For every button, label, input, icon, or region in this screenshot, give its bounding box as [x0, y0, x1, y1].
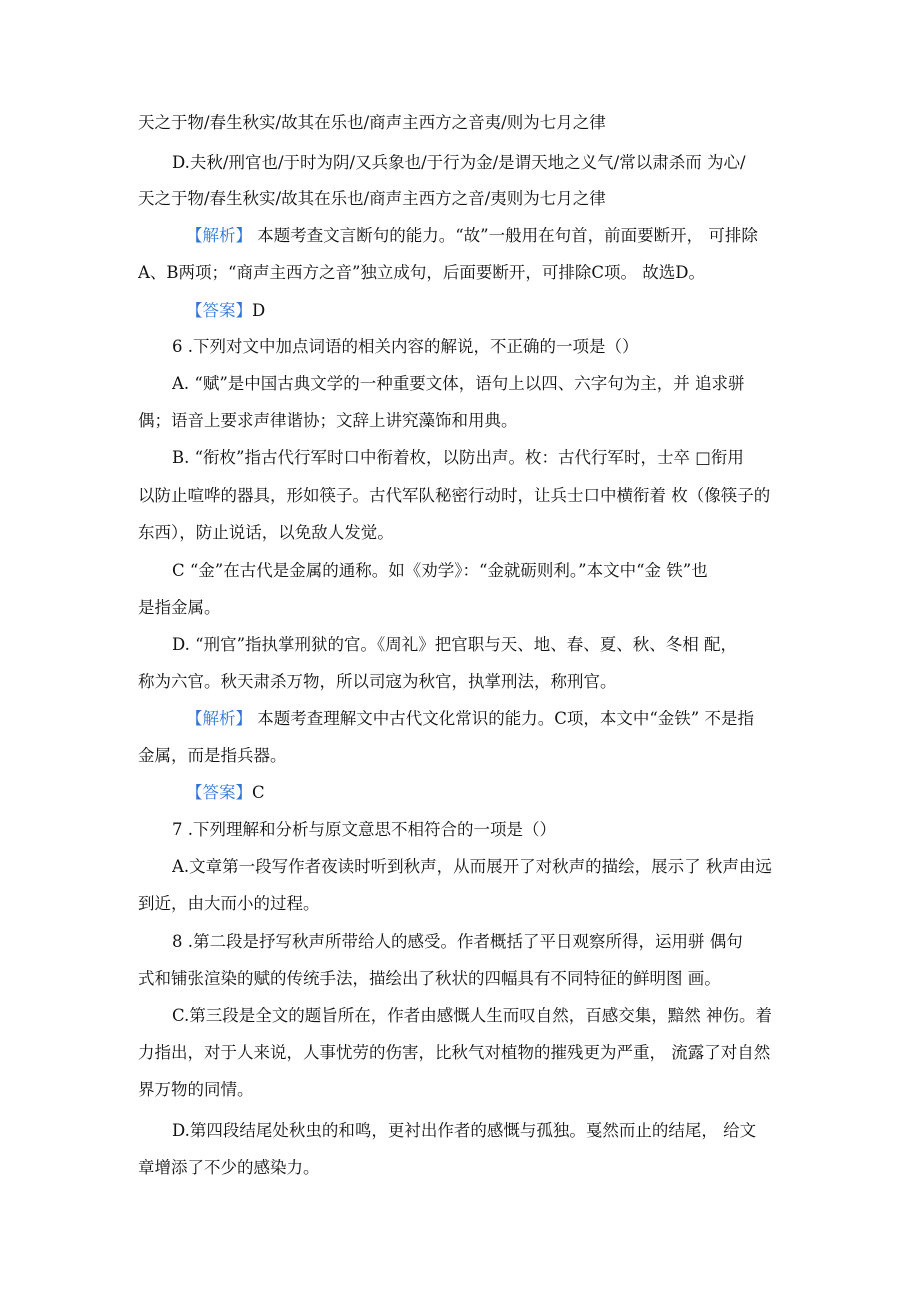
q6-stem: 6 .下列对文中加点词语的相关内容的解说，不正确的一项是（） [172, 337, 639, 356]
answer-tag: 【答案】 [186, 301, 252, 320]
q7-option-a-line-1: A.文章第一段写作者夜读时听到秋声，从而展开了对秋声的描绘，展示了 秋声由远 [172, 857, 772, 876]
q6-option-d-line-2: 称为六官。秋天肃杀万物，所以司寇为秋官，执掌刑法，称刑官。 [138, 672, 617, 691]
analysis-tag: 【解析】 [186, 709, 252, 728]
analysis-tag: 【解析】 [186, 226, 252, 245]
q7-option-b-line-2: 式和铺张渲染的赋的传统手法，描绘出了秋状的四幅具有不同特征的鲜明图 画。 [138, 969, 721, 988]
q5-analysis-line-1 [186, 225, 798, 247]
q7-option-d-line-2: 章增添了不少的感染力。 [138, 1158, 320, 1177]
q7-stem: 7 .下列理解和分析与原文意思不相符合的一项是（） [172, 820, 556, 839]
q5-analysis-line-2: A、B两项；“商声主西方之音”独立成句，后面要断开，可排除C项。 故选D。 [138, 263, 706, 282]
answer-value: C [252, 783, 265, 802]
q6-option-c-line-2: 是指金属。 [138, 598, 221, 617]
q6-option-b-line-3: 东西），防止说话，以免敌人发觉。 [138, 523, 394, 542]
q6-option-b-line-1: B. “衔枚”指古代行军时口中衔着枚，以防出声。枚：古代行军时，士卒 □衔用 [172, 448, 744, 467]
q7-option-a-line-2: 到近，由大而小的过程。 [138, 894, 320, 913]
answer-tag: 【答案】 [186, 783, 252, 802]
q6-option-c-line-1: C “金”在古代是金属的通称。如《劝学》：“金就砺则利。”本文中“金 铁”也 [172, 561, 708, 580]
q5-answer [186, 300, 798, 322]
answer-value: D [252, 301, 266, 320]
q7-option-c-line-2: 力指出，对于人来说，人事忧劳的伤害，比秋气对植物的摧残更为严重， 流露了对自然 [138, 1043, 771, 1062]
q6-answer [186, 782, 798, 804]
q5-option-d-line-2: 天之于物/春生秋实/故其在乐也/商声主西方之音/夷则为七月之律 [138, 189, 606, 208]
q6-option-a-line-2: 偶；语音上要求声律谐协；文辞上讲究藻饰和用典。 [138, 411, 518, 430]
q6-analysis-line-1 [186, 708, 798, 730]
q7-option-b-line-1: 8 .第二段是抒写秋声所带给人的感受。作者概括了平日观察所得，运用骈 偶句 [172, 932, 743, 951]
q6-analysis-line-2: 金属，而是指兵器。 [138, 746, 287, 765]
q5-analysis-text: 本题考查文言断句的能力。“故”一般用在句首，前面要断开， 可排除 [257, 226, 758, 245]
q7-option-d-line-1: D.第四段结尾处秋虫的和鸣，更衬出作者的感慨与孤独。戛然而止的结尾， 给文 [172, 1121, 757, 1140]
q6-option-a-line-1: A. “赋”是中国古典文学的一种重要文体，语句上以四、六字句为主，并 追求骈 [172, 374, 745, 393]
q6-analysis-text: 本题考查理解文中古代文化常识的能力。C项，本文中“金铁” 不是指 [257, 709, 754, 728]
q7-option-c-line-1: C.第三段是全文的题旨所在，作者由感慨人生而叹自然，百感交集，黯然 神伤。着 [172, 1006, 773, 1025]
q7-option-c-line-3: 界万物的同情。 [138, 1080, 254, 1099]
q6-option-d-line-1: D. “刑官”指执掌刑狱的官。《周礼》把官职与天、地、春、夏、秋、冬相 配， [172, 635, 737, 654]
q5-option-c-line-2: 天之于物/春生秋实/故其在乐也/商声主西方之音夷/则为七月之律 [138, 113, 606, 132]
q6-option-b-line-2: 以防止喧哗的器具，形如筷子。古代军队秘密行动时，让兵士口中横衔着 枚（像筷子的 [138, 486, 771, 505]
q5-option-d-line-1: D.夫秋/刑官也/于时为阴/又兵象也/于行为金/是谓天地之义气/常以肃杀而 为心/ [172, 153, 746, 172]
